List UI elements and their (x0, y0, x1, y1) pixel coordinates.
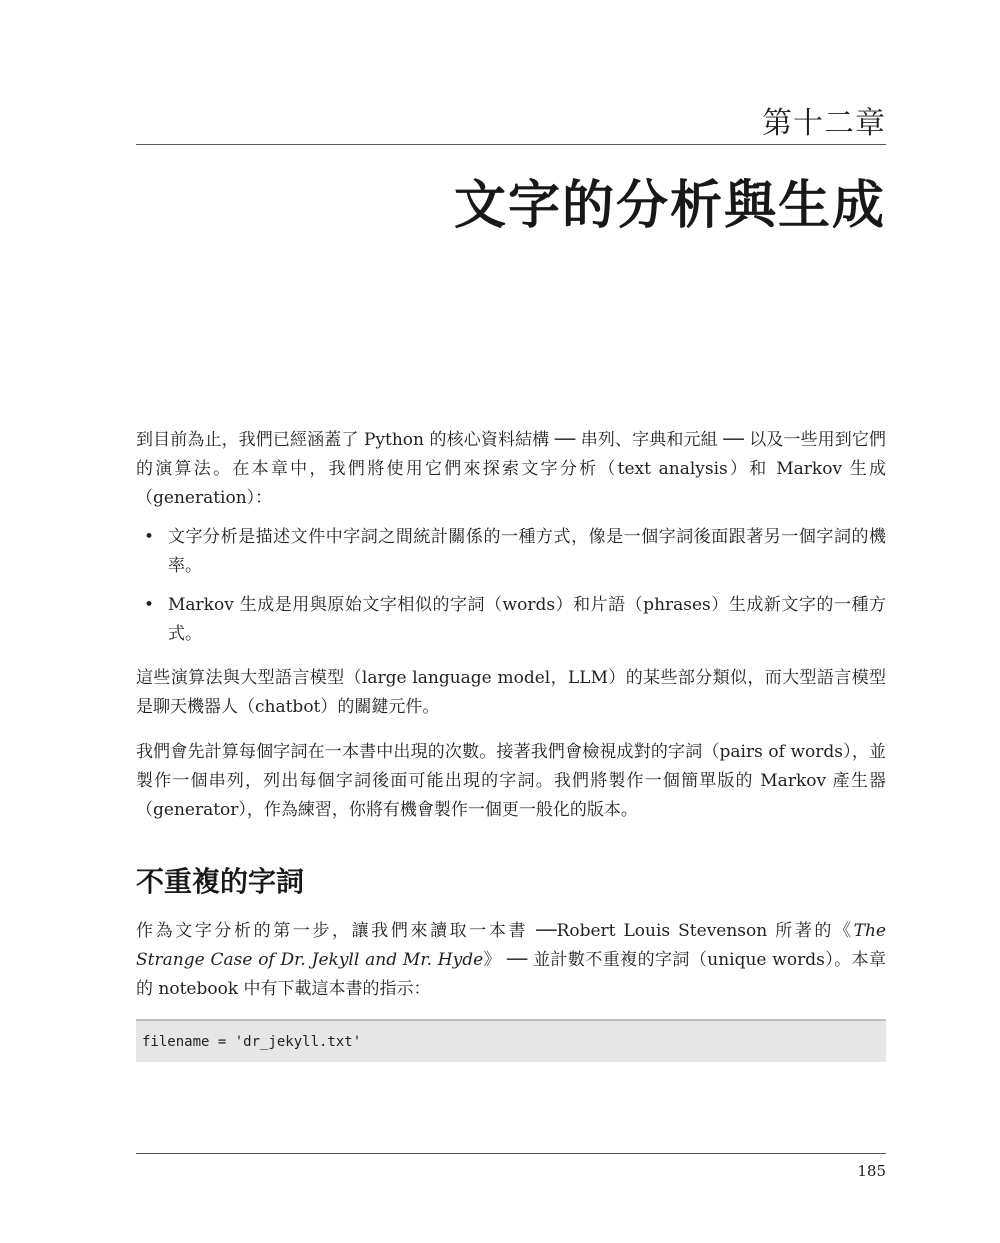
bullet-icon: • (144, 527, 155, 547)
chapter-divider (136, 144, 886, 145)
counting-paragraph: 我們會先計算每個字詞在一本書中出現的次數。接著我們會檢視成對的字詞（pairs of words），並製作一個串列，列出每個字詞後面可能出現的字詞。我們將製作一個簡單版的 Markov 產生器（generator），作為練習，你將有機會製作一個更一般化的版本。 (136, 742, 886, 820)
bullet-text: 文字分析是描述文件中字詞之間統計關係的一種方式，像是一個字詞後面跟著另一個字詞的機率。 (168, 527, 886, 576)
section-heading: 不重複的字詞 (136, 865, 305, 898)
unique-words-paragraph (136, 917, 886, 1004)
page-number: 185 (857, 1162, 886, 1180)
code-block (136, 1019, 886, 1062)
code-line: filename = 'dr_jekyll.txt' (142, 1034, 362, 1050)
llm-paragraph: 這些演算法與大型語言模型（large language model，LLM）的某些部分類似，而大型語言模型是聊天機器人（chatbot）的關鍵元件。 (136, 668, 886, 717)
list-item (136, 591, 886, 649)
bullet-icon: • (144, 595, 155, 615)
list-item (136, 523, 886, 581)
paragraph-text-start: 作為文字分析的第一步，讓我們來讀取一本書 ──Robert Louis Stevenson 所著的《 (136, 921, 854, 941)
chapter-label: 第十二章 (762, 106, 886, 141)
intro-paragraph: 到目前為止，我們已經涵蓋了 Python 的核心資料結構 ── 串列、字典和元組 ── 以及一些用到它們的演算法。在本章中，我們將使用它們來探索文字分析（text analysis）和 Markov 生成（generation）： (136, 430, 886, 508)
book-page (136, 0, 886, 1243)
bullet-text: Markov 生成是用與原始文字相似的字詞（words）和片語（phrases）生成新文字的一種方式。 (168, 595, 886, 644)
chapter-title: 文字的分析與生成 (453, 176, 886, 236)
footer-divider (136, 1153, 886, 1154)
paragraph-text-end: 》 ── 並計數不重複的字詞（unique words）。本章的 notebook 中有下載這本書的指示： (136, 950, 886, 999)
bullet-list (136, 523, 886, 659)
book-title: The Strange Case of Dr. Jekyll and Mr. Hyde (136, 921, 886, 970)
